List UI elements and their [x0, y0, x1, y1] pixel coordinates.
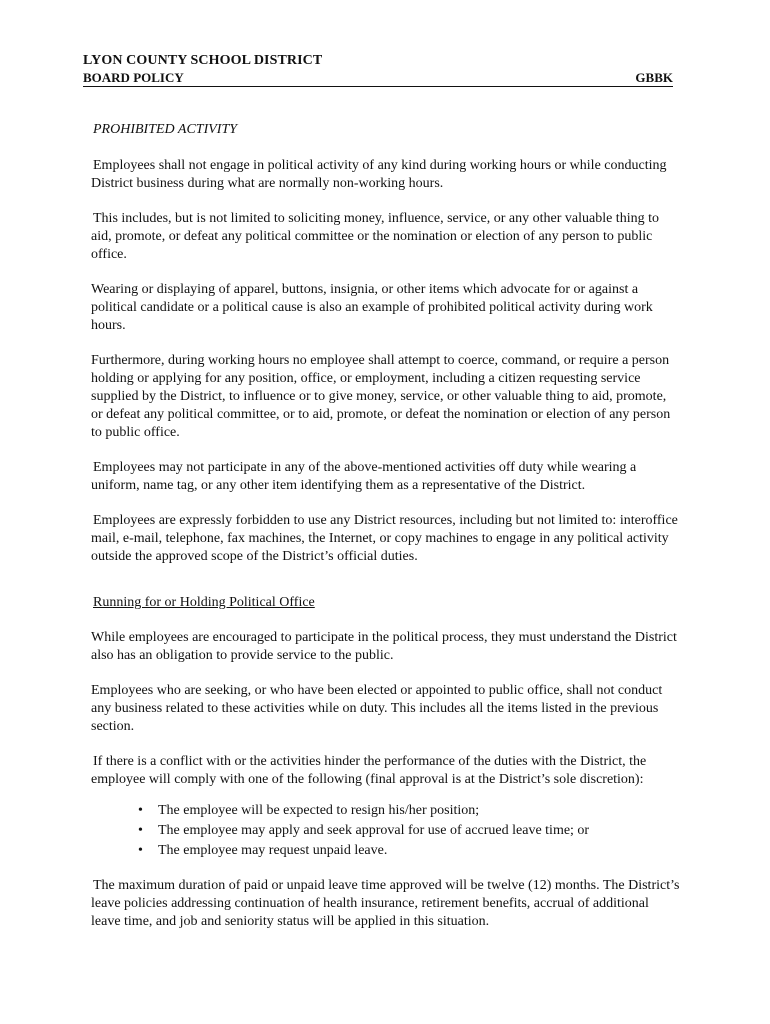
bullet-icon: • [138, 843, 143, 858]
bullet-icon: • [138, 823, 143, 838]
district-name: LYON COUNTY SCHOOL DISTRICT [83, 53, 323, 68]
list-item [138, 842, 681, 860]
options-list [91, 802, 681, 860]
paragraph: The maximum duration of paid or unpaid leave time approved will be twelve (12) months. The District’s leave policies addressing continuation of health insurance, retirement benefits, accrual of additional leave time, and job and seniority status will be applied in this situation. [91, 878, 680, 929]
policy-label: BOARD POLICY [83, 70, 184, 85]
policy-header-line [83, 70, 673, 87]
list-item-text: The employee may request unpaid leave. [158, 843, 388, 858]
policy-code: GBBK [635, 70, 673, 85]
paragraph: Employees who are seeking, or who have been elected or appointed to public office, shall not conduct any business related to these activities while on duty. This includes all the items listed in the previous section. [91, 683, 663, 734]
paragraph: This includes, but is not limited to soliciting money, influence, service, or any other valuable thing to aid, promote, or defeat any political committee or the nomination or election of any person to public office. [91, 211, 659, 262]
list-item-text: The employee may apply and seek approval for use of accrued leave time; or [158, 823, 590, 838]
paragraph: Employees shall not engage in political activity of any kind during working hours or while conducting District business during what are normally non-working hours. [91, 158, 667, 191]
paragraph: If there is a conflict with or the activities hinder the performance of the duties with the District, the employee will comply with one of the following (final approval is at the District’s sole discretion): [91, 754, 647, 787]
paragraph: Employees may not participate in any of the above-mentioned activities off duty while wearing a uniform, name tag, or any other item identifying them as a representative of the District. [91, 460, 637, 493]
paragraph: Employees are expressly forbidden to use any District resources, including but not limited to: interoffice mail, e-mail, telephone, fax machines, the Internet, or copy machines to engage in any political activity outside the approved scope of the District’s official duties. [91, 513, 678, 564]
policy-body [91, 121, 681, 948]
list-item [138, 822, 681, 840]
paragraph: Wearing or displaying of apparel, buttons, insignia, or other items which advocate for or against a political candidate or a political cause is also an example of prohibited political activity during work hours. [91, 282, 653, 333]
section-title: PROHIBITED ACTIVITY [93, 122, 238, 137]
bullet-icon: • [138, 803, 143, 818]
paragraph: Furthermore, during working hours no employee shall attempt to coerce, command, or require a person holding or applying for any position, office, or employment, including a citizen requesting service supplied by the District, to influence or to give money, service, or other valuable thing to aid, promote, or defeat any political committee, or to aid, promote, or defeat the nomination or election of any person to public office. [91, 353, 671, 440]
paragraph: While employees are encouraged to participate in the political process, they must understand the District also has an obligation to provide service to the public. [91, 630, 677, 663]
list-item [138, 802, 681, 820]
subheading: Running for or Holding Political Office [93, 595, 315, 610]
list-item-text: The employee will be expected to resign his/her position; [158, 803, 480, 818]
